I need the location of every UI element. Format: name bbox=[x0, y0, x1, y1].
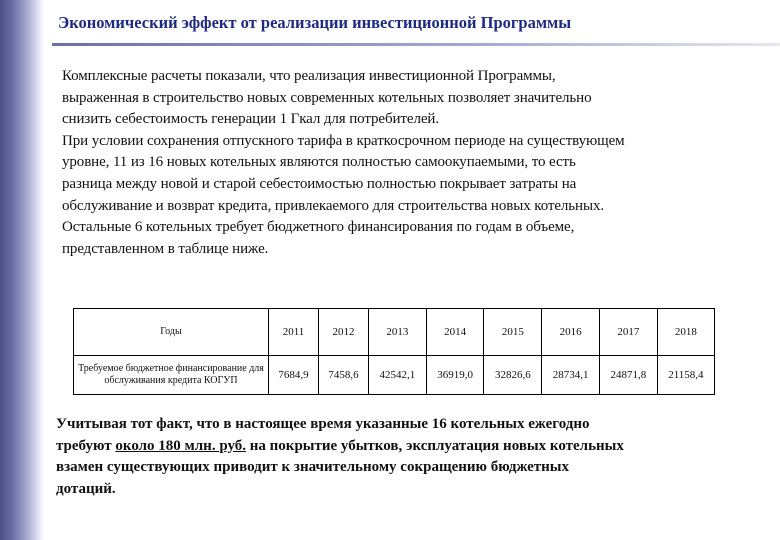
body-line: разница между новой и старой себестоимостью полностью покрывает затраты на bbox=[62, 175, 577, 192]
year-cell: 2015 bbox=[484, 309, 542, 356]
body-line: представленном в таблице ниже. bbox=[62, 240, 269, 257]
slide-title: Экономический эффект от реализации инвестиционной Программы bbox=[58, 13, 572, 32]
body-line: При условии сохранения отпускного тарифа в краткосрочном периоде на существующем bbox=[62, 132, 625, 149]
conclusion-line bbox=[56, 436, 766, 458]
underlined-amount: около 180 млн. руб. bbox=[115, 437, 247, 454]
row-header-funding: Требуемое бюджетное финансирование для обслуживания кредита КОГУП bbox=[74, 356, 269, 395]
body-line: Остальные 6 котельных требует бюджетного финансирования по годам в объеме, bbox=[62, 219, 575, 236]
year-cell: 2018 bbox=[657, 309, 714, 356]
year-cell: 2014 bbox=[426, 309, 484, 356]
year-cell: 2017 bbox=[600, 309, 658, 356]
value-cell: 7684,9 bbox=[269, 356, 319, 395]
conclusion-line: Учитывая тот факт, что в настоящее время указанные 16 котельных ежегодно bbox=[56, 416, 590, 432]
row-header-years: Годы bbox=[74, 309, 269, 356]
value-cell: 21158,4 bbox=[657, 356, 714, 395]
table-row-funding bbox=[74, 356, 715, 395]
conclusion-line: дотаций. bbox=[56, 480, 116, 497]
body-paragraph bbox=[62, 66, 762, 260]
body-line: выраженная в строительство новых современных котельных позволяет значительно bbox=[62, 89, 592, 106]
body-line: уровне, 11 из 16 новых котельных являются полностью самоокупаемыми, то есть bbox=[62, 154, 576, 171]
body-line: обслуживание и возврат кредита, привлекаемого для строительства новых котельных. bbox=[62, 197, 604, 214]
value-cell: 36919,0 bbox=[426, 356, 484, 395]
year-cell: 2013 bbox=[368, 309, 426, 356]
year-cell: 2011 bbox=[269, 309, 319, 356]
value-cell: 7458,6 bbox=[318, 356, 368, 395]
table-row-years bbox=[74, 309, 715, 356]
conclusion-text: требуют bbox=[56, 437, 116, 454]
value-cell: 24871,8 bbox=[600, 356, 658, 395]
decorative-left-band bbox=[0, 0, 44, 540]
value-cell: 32826,6 bbox=[484, 356, 542, 395]
year-cell: 2016 bbox=[542, 309, 600, 356]
body-line: Комплексные расчеты показали, что реализация инвестиционной Программы, bbox=[62, 68, 556, 84]
conclusion-line: взамен существующих приводит к значительному сокращению бюджетных bbox=[56, 459, 570, 476]
value-cell: 28734,1 bbox=[542, 356, 600, 395]
conclusion-text: на покрытие убытков, эксплуатация новых котельных bbox=[246, 437, 624, 454]
title-divider bbox=[52, 43, 780, 46]
value-cell: 42542,1 bbox=[368, 356, 426, 395]
body-line: снизить себестоимость генерации 1 Гкал для потребителей. bbox=[62, 111, 439, 128]
year-cell: 2012 bbox=[318, 309, 368, 356]
budget-funding-table bbox=[73, 308, 715, 395]
conclusion-paragraph bbox=[56, 414, 766, 500]
